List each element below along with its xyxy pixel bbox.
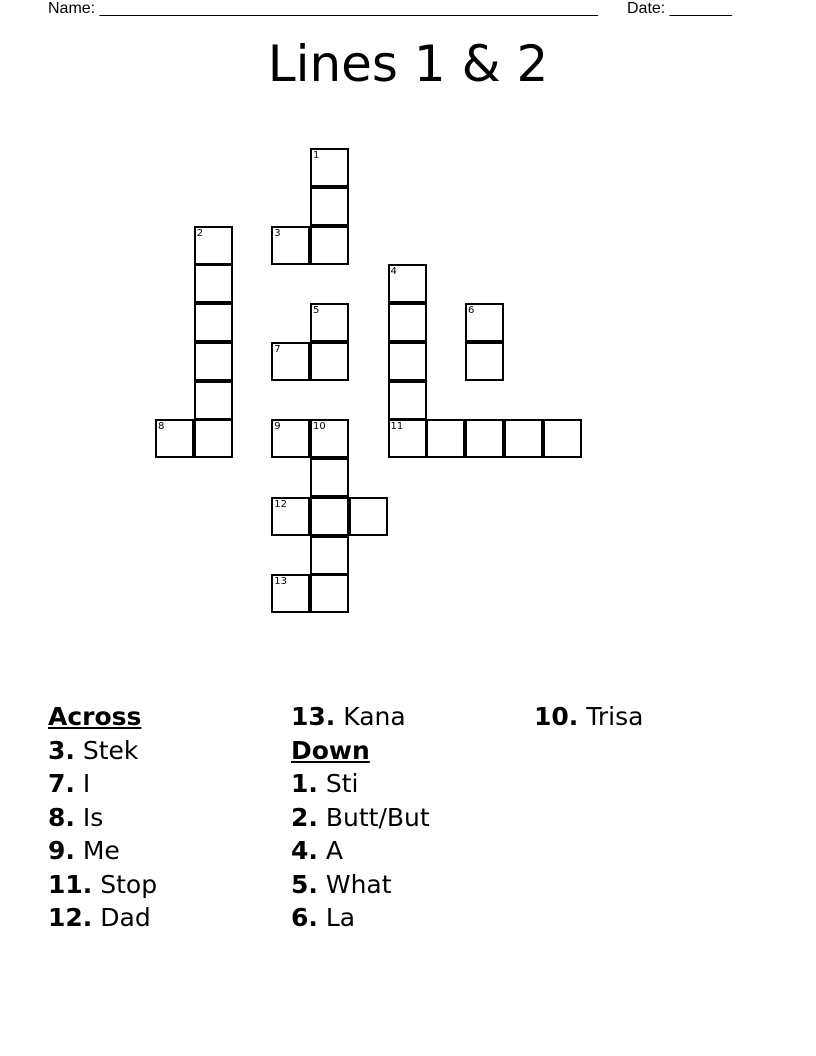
clue-column (291, 700, 531, 935)
clue-text: What (325, 869, 392, 899)
grid-cell[interactable] (465, 303, 504, 342)
cell-number: 13 (274, 576, 287, 588)
cell-number: 8 (158, 421, 165, 433)
grid-cell[interactable] (271, 497, 310, 536)
clue-item (291, 700, 531, 734)
clue-text: I (82, 769, 91, 798)
clue-text: Kana (343, 702, 406, 731)
grid-cell[interactable] (271, 419, 310, 458)
clue-number: 9. (48, 836, 75, 865)
grid-cell[interactable] (465, 419, 504, 458)
clue-text: Butt/But (325, 802, 430, 832)
grid-cell[interactable] (310, 187, 349, 226)
grid-cell[interactable] (310, 536, 349, 575)
grid-cell[interactable] (271, 226, 310, 265)
clue-item (48, 834, 288, 868)
clue-number: 10. (534, 702, 579, 731)
grid-cell[interactable] (194, 264, 233, 303)
clue-text: Dad (100, 903, 151, 932)
clue-text: Sti (325, 769, 359, 798)
grid-cell[interactable] (388, 419, 427, 458)
cell-number: 5 (313, 305, 320, 316)
grid-cell[interactable] (310, 342, 349, 381)
cell-number: 4 (390, 266, 397, 278)
date-field-label: Date: _______ (627, 0, 732, 17)
clue-item (534, 700, 774, 734)
clue-number: 2. (291, 802, 318, 832)
grid-cell[interactable] (310, 419, 349, 458)
section-heading-text: Across (48, 702, 142, 731)
clue-text: Stek (82, 735, 139, 765)
clue-number: 11. (48, 869, 93, 899)
grid-cell[interactable] (388, 264, 427, 303)
grid-cell[interactable] (310, 497, 349, 536)
clue-text: Trisa (586, 702, 644, 731)
clue-text: A (325, 836, 343, 865)
grid-cell[interactable] (194, 342, 233, 381)
clue-item (48, 734, 288, 768)
cell-number: 12 (274, 498, 287, 510)
clue-text: Is (82, 802, 104, 832)
clue-text: Stop (100, 869, 158, 899)
clue-item (291, 901, 531, 935)
clue-text: La (325, 903, 356, 932)
grid-cell[interactable] (388, 381, 427, 420)
grid-cell[interactable] (271, 574, 310, 613)
grid-cell[interactable] (465, 342, 504, 381)
clue-column (48, 700, 288, 935)
clue-number: 8. (48, 802, 75, 832)
grid-cell[interactable] (310, 226, 349, 265)
clue-number: 1. (291, 769, 318, 798)
grid-cell[interactable] (388, 303, 427, 342)
cell-number: 11 (390, 421, 404, 433)
clue-item (48, 901, 288, 935)
grid-cell[interactable] (310, 574, 349, 613)
clue-item (48, 767, 288, 801)
grid-cell[interactable] (310, 303, 349, 342)
clue-item (291, 767, 531, 801)
clue-number: 12. (48, 903, 93, 932)
grid-cell[interactable] (155, 419, 194, 458)
clue-item (291, 834, 531, 868)
grid-cell[interactable] (426, 419, 465, 458)
clue-number: 13. (291, 702, 336, 731)
grid-cell[interactable] (543, 419, 582, 458)
grid-cell[interactable] (194, 226, 233, 265)
section-heading-text: Down (291, 735, 370, 765)
grid-cell[interactable] (194, 303, 233, 342)
clue-number: 4. (291, 836, 318, 865)
cell-number: 6 (468, 305, 475, 316)
puzzle-title: Lines 1 & 2 (267, 35, 549, 93)
cell-number: 7 (274, 343, 281, 355)
clue-item (291, 868, 531, 902)
clue-item (291, 801, 531, 835)
clue-number: 7. (48, 769, 75, 798)
clue-item (48, 801, 288, 835)
grid-cell[interactable] (194, 381, 233, 420)
clue-number: 3. (48, 735, 75, 765)
grid-cell[interactable] (194, 419, 233, 458)
grid-cell[interactable] (310, 148, 349, 187)
clue-number: 6. (291, 903, 318, 932)
clue-text: Me (82, 836, 120, 865)
name-field-label: Name: ________________________________________________________ (48, 0, 598, 17)
grid-cell[interactable] (310, 458, 349, 497)
cell-number: 2 (196, 227, 204, 239)
section-heading (291, 734, 531, 768)
clue-number: 5. (291, 869, 318, 899)
grid-cell[interactable] (271, 342, 310, 381)
grid-cell[interactable] (349, 497, 388, 536)
grid-cell[interactable] (388, 342, 427, 381)
clue-column (534, 700, 774, 734)
cell-number: 1 (313, 150, 320, 161)
cell-number: 9 (274, 421, 281, 433)
section-heading (48, 700, 288, 734)
cell-number: 3 (274, 227, 281, 239)
grid-cell[interactable] (504, 419, 543, 458)
clue-item (48, 868, 288, 902)
cell-number: 10 (313, 421, 326, 433)
